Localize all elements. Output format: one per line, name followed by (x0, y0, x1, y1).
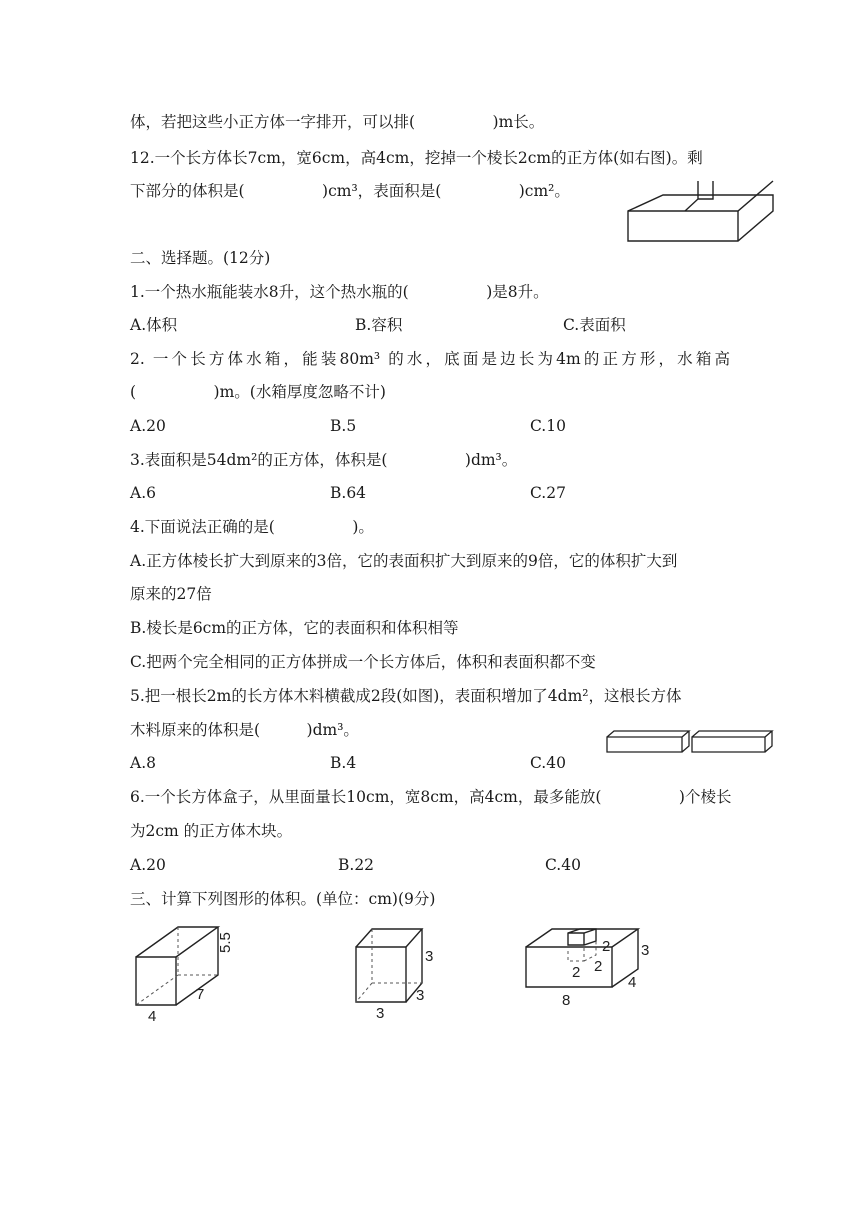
fig3-cube-height-label: 2 (602, 938, 611, 955)
fig3-cube-width-label: 2 (572, 964, 581, 981)
s2-q6-option-a[interactable]: A.20 (130, 856, 166, 874)
fig2-cube (350, 925, 445, 1020)
s2-q5-option-c[interactable]: C.40 (530, 754, 566, 772)
s2-q2-option-b[interactable]: B.5 (330, 417, 357, 435)
fig2-height-label: 3 (425, 948, 434, 965)
fig1-cuboid (130, 925, 240, 1025)
fig1-height-label: 5.5 (217, 932, 234, 953)
s2-q5-option-b[interactable]: B.4 (330, 754, 357, 772)
s2-q5-line2: 木料原来的体积是( )dm³。 (130, 721, 359, 739)
s2-q5-option-a[interactable]: A.8 (130, 754, 156, 772)
s2-q1-option-a[interactable]: A.体积 (130, 316, 178, 334)
q5-bars-figure (606, 730, 776, 754)
s2-q4-option-a-line2[interactable]: 原来的27倍 (130, 585, 212, 603)
s2-q5-line1: 5.把一根长2m的长方体木料横截成2段(如图)，表面积增加了4dm²，这根长方体 (130, 687, 682, 705)
s2-q3-option-b[interactable]: B.64 (330, 484, 367, 502)
s2-q3-text: 3.表面积是54dm²的正方体，体积是( )dm³。 (130, 451, 518, 469)
fig3-width-label: 8 (562, 992, 571, 1009)
s2-q3-option-a[interactable]: A.6 (130, 484, 156, 502)
q12-cuboid-figure (625, 195, 775, 245)
s2-q4-option-c[interactable]: C.把两个完全相同的正方体拼成一个长方体后，体积和表面积都不变 (130, 653, 596, 671)
s2-q2-option-c[interactable]: C.10 (530, 417, 566, 435)
s2-q4-option-b[interactable]: B.棱长是6cm的正方体，它的表面积和体积相等 (130, 619, 459, 637)
s2-q6-option-c[interactable]: C.40 (545, 856, 581, 874)
fig2-depth-label: 3 (416, 987, 425, 1004)
s2-q1-option-b[interactable]: B.容积 (355, 316, 403, 334)
s2-q4-option-a-line1[interactable]: A.正方体棱长扩大到原来的3倍，它的表面积扩大到原来的9倍，它的体积扩大到 (130, 552, 678, 570)
s2-q4-text: 4.下面说法正确的是( )。 (130, 518, 374, 536)
s2-q1-text: 1.一个热水瓶能装水8升，这个热水瓶的( )是8升。 (130, 283, 549, 301)
fig3-depth-label: 4 (628, 974, 637, 991)
fig3-cuboid-with-cube (520, 925, 660, 1010)
fig1-width-label: 4 (148, 1008, 157, 1025)
s2-q2-line1: 2. 一个长方体水箱，能装80m³ 的水，底面是边长为4m的正方形，水箱高 (130, 350, 730, 368)
q11-continuation: 体，若把这些小正方体一字排开，可以排( )m长。 (130, 113, 545, 131)
fig3-cube-depth-label: 2 (594, 958, 603, 975)
s2-q6-line2: 为2cm 的正方体木块。 (130, 822, 293, 840)
fig2-width-label: 3 (376, 1005, 385, 1022)
q12-line2: 下部分的体积是( )cm³，表面积是( )cm²。 (130, 182, 570, 200)
s2-q1-option-c[interactable]: C.表面积 (563, 316, 626, 334)
fig1-depth-label: 7 (196, 986, 205, 1003)
s2-q2-line2: ( )m。(水箱厚度忽略不计) (130, 383, 386, 401)
s2-q2-option-a[interactable]: A.20 (130, 417, 166, 435)
q12-line1: 12.一个长方体长7cm，宽6cm，高4cm，挖掉一个棱长2cm的正方体(如右图)。剩 (130, 149, 703, 167)
s2-q3-option-c[interactable]: C.27 (530, 484, 566, 502)
s2-q6-line1: 6.一个长方体盒子，从里面量长10cm，宽8cm，高4cm，最多能放( )个棱长 (130, 788, 732, 806)
s2-q6-option-b[interactable]: B.22 (338, 856, 375, 874)
section3-heading: 三、计算下列图形的体积。(单位：cm)(9分) (130, 890, 436, 908)
section2-heading: 二、选择题。(12分) (130, 249, 271, 267)
fig3-height-label: 3 (641, 942, 650, 959)
